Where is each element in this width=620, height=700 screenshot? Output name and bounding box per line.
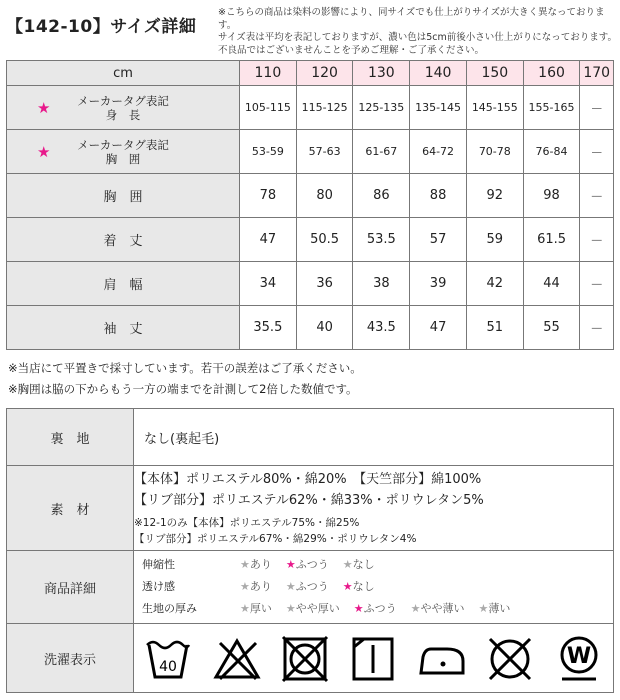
cell: 40: [296, 306, 353, 350]
unit-cell: cm: [7, 61, 240, 86]
cell: 36: [296, 262, 353, 306]
line-dry-icon: [348, 633, 398, 683]
cell: －: [580, 306, 614, 350]
cell: 53.5: [353, 218, 410, 262]
cell: 98: [523, 174, 580, 218]
star-icon: ★: [37, 98, 51, 117]
table-row: [7, 218, 614, 262]
cell: －: [580, 174, 614, 218]
wet-clean-letter: W: [566, 644, 591, 669]
star-icon: ★: [240, 602, 250, 615]
material-value: [134, 466, 614, 551]
cell: 61-67: [353, 130, 410, 174]
details-value: [134, 551, 614, 624]
cell: －: [580, 262, 614, 306]
cell: 155-165: [523, 86, 580, 130]
care-row: [7, 624, 614, 693]
cell: 57: [410, 218, 467, 262]
star-icon: ★: [353, 602, 364, 615]
detail-option: [240, 580, 272, 593]
cell: 115-125: [296, 86, 353, 130]
cell: －: [580, 218, 614, 262]
star-icon: ★: [342, 580, 353, 593]
detail-option-label: なし: [352, 580, 375, 593]
row-label: 着 丈: [7, 218, 240, 262]
cell: －: [580, 130, 614, 174]
row-label-line: メーカータグ表記: [77, 137, 169, 152]
detail-label: 透け感: [142, 580, 175, 593]
star-icon: ★: [342, 558, 353, 571]
measure-note: ※当店にて平置きで採寸しています。若干の誤差はご了承ください。: [8, 361, 362, 375]
row-label: 胸 囲: [7, 174, 240, 218]
top-note: サイズ表は平均を表記しておりますが、濃い色は5cm前後小さい仕上がりになっております。: [218, 32, 618, 43]
measure-notes: [8, 358, 362, 400]
cell: 76-84: [523, 130, 580, 174]
detail-option-label: ふつう: [295, 580, 329, 593]
cell: 50.5: [296, 218, 353, 262]
detail-option: [479, 602, 511, 615]
detail-row: [134, 598, 613, 620]
material-line: 【本体】ポリエステル80%・綿20% 【天竺部分】綿100%: [134, 472, 482, 487]
cell: 70-78: [466, 130, 523, 174]
wash-temp: 40: [159, 659, 178, 675]
top-notes: [218, 7, 620, 57]
cell: 135-145: [410, 86, 467, 130]
detail-option: [343, 580, 375, 593]
star-icon: ★: [240, 558, 250, 571]
cell: 61.5: [523, 218, 580, 262]
cell: 80: [296, 174, 353, 218]
cell: 105-115: [240, 86, 297, 130]
cell: 47: [240, 218, 297, 262]
iron-low-icon: [417, 633, 467, 683]
lining-label: 裏 地: [7, 409, 134, 466]
detail-option-label: ふつう: [295, 558, 329, 571]
detail-option-label: なし: [352, 558, 375, 571]
row-label: 袖 丈: [7, 306, 240, 350]
size-150: 150: [466, 61, 523, 86]
cell: 55: [523, 306, 580, 350]
top-note: ※こちらの商品は染料の影響により、同サイズでも仕上がりサイズが大きく異なっております。: [218, 7, 605, 31]
material-row: [7, 466, 614, 551]
lining-value: なし(裏起毛): [134, 409, 614, 466]
cell: 57-63: [296, 130, 353, 174]
detail-option-label: あり: [249, 580, 272, 593]
table-row: [7, 86, 614, 130]
page-title: 【142-10】サイズ詳細: [6, 17, 197, 37]
detail-label: 伸縮性: [142, 558, 175, 571]
star-icon: ★: [478, 602, 489, 615]
size-header-row: [7, 61, 614, 86]
size-140: 140: [410, 61, 467, 86]
detail-row: [134, 576, 613, 598]
star-icon: ★: [285, 558, 296, 571]
detail-option-label: やや厚い: [295, 602, 340, 615]
row-label-line: メーカータグ表記: [77, 93, 169, 108]
size-170: 170: [580, 61, 614, 86]
cell: 42: [466, 262, 523, 306]
detail-option: [286, 602, 340, 615]
top-note: 不良品ではございませんことを予めご理解・ご了承ください。: [218, 44, 485, 56]
cell: 88: [410, 174, 467, 218]
cell: 47: [410, 306, 467, 350]
detail-option: [343, 558, 375, 571]
detail-option-label: 厚い: [249, 602, 272, 615]
cell: 43.5: [353, 306, 410, 350]
row-label: 肩 幅: [7, 262, 240, 306]
cell: 92: [466, 174, 523, 218]
size-120: 120: [296, 61, 353, 86]
detail-row: [134, 554, 613, 576]
no-bleach-icon: [212, 633, 262, 683]
no-dry-clean-icon: [485, 633, 535, 683]
cell: 38: [353, 262, 410, 306]
detail-option-label: あり: [249, 558, 272, 571]
star-icon: ★: [240, 580, 250, 593]
row-label: [7, 130, 240, 174]
cell: 34: [240, 262, 297, 306]
cell: －: [580, 86, 614, 130]
detail-label: 生地の厚み: [142, 602, 197, 615]
wash-40-icon: [143, 633, 193, 683]
detail-option: [411, 602, 465, 615]
material-note: 【リブ部分】ポリエステル67%・綿29%・ポリウレタン4%: [134, 533, 417, 545]
table-row: [7, 262, 614, 306]
detail-option-label: やや薄い: [420, 602, 465, 615]
size-table: [6, 60, 614, 350]
care-label: 洗濯表示: [7, 624, 134, 693]
size-160: 160: [523, 61, 580, 86]
star-icon: ★: [37, 142, 51, 161]
wet-clean-icon: [554, 633, 604, 683]
cell: 125-135: [353, 86, 410, 130]
cell: 39: [410, 262, 467, 306]
cell: 86: [353, 174, 410, 218]
cell: 44: [523, 262, 580, 306]
no-tumble-dry-icon: [280, 633, 330, 683]
detail-option: [240, 602, 272, 615]
star-icon: ★: [410, 602, 421, 615]
details-label: 商品詳細: [7, 551, 134, 624]
details-row: [7, 551, 614, 624]
cell: 64-72: [410, 130, 467, 174]
size-130: 130: [353, 61, 410, 86]
material-note: ※12-1のみ【本体】ポリエステル75%・綿25%: [134, 517, 360, 529]
size-110: 110: [240, 61, 297, 86]
table-row: [7, 174, 614, 218]
cell: 35.5: [240, 306, 297, 350]
lining-row: [7, 409, 614, 466]
table-row: [7, 130, 614, 174]
detail-option: [354, 602, 397, 615]
care-icons: [134, 624, 614, 693]
material-label: 素 材: [7, 466, 134, 551]
detail-option: [286, 580, 329, 593]
row-label-line: 胸 囲: [105, 151, 141, 166]
cell: 145-155: [466, 86, 523, 130]
cell: 53-59: [240, 130, 297, 174]
detail-option: [286, 558, 329, 571]
detail-option-label: ふつう: [363, 602, 397, 615]
material-line: 【リブ部分】ポリエステル62%・綿33%・ポリウレタン5%: [134, 493, 484, 508]
detail-option-label: 薄い: [488, 602, 511, 615]
cell: 59: [466, 218, 523, 262]
measure-note: ※胸囲は脇の下からもう一方の端までを計測して2倍した数値です。: [8, 382, 358, 396]
detail-option: [240, 558, 272, 571]
row-label-line: 身 長: [105, 107, 141, 122]
cell: 51: [466, 306, 523, 350]
table-row: [7, 306, 614, 350]
info-table: [6, 408, 614, 693]
cell: 78: [240, 174, 297, 218]
row-label: [7, 86, 240, 130]
star-icon: ★: [285, 580, 296, 593]
star-icon: ★: [285, 602, 296, 615]
